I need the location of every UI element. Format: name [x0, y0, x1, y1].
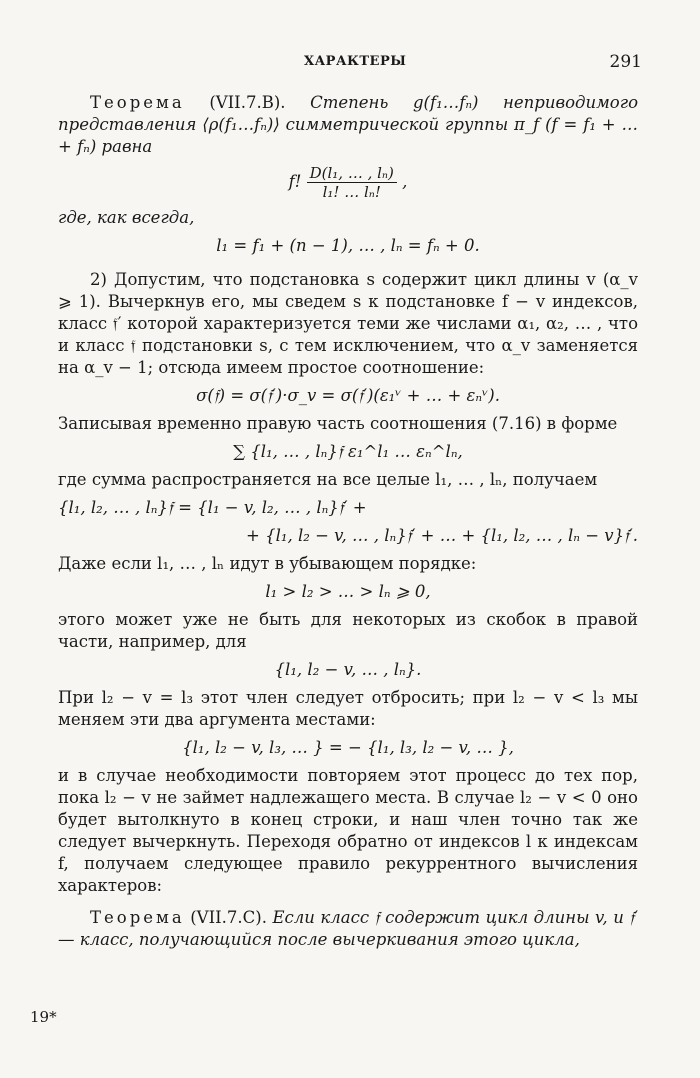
text-even: Даже если l₁, … , lₙ идут в убывающем порядке:	[58, 554, 477, 573]
theorem-c-number: (VII.7.C).	[190, 908, 267, 927]
sum-formula: ∑ {l₁, … , lₙ}𝔣 ε₁^l₁ … εₙ^lₙ,	[233, 442, 463, 461]
theorem-c	[58, 907, 638, 951]
text-repeat: и в случае необходимости повторяем этот процесс до тех пор, пока l₂ − v не займет надлежащего места. В случае l₂ − v < 0 оно будет вытолкнуто в конец строки, и наш член точно так же следует вычеркнуть. Переходя обратно от индексов l к индексам f, получаем следующее правило рекуррентного вычисления характеров:	[58, 766, 638, 895]
degree-fraction-denominator: l₁! … lₙ!	[322, 183, 381, 201]
degree-formula-prefix: f!	[288, 172, 302, 191]
signature-mark: 19*	[30, 1008, 57, 1026]
degree-fraction	[307, 164, 397, 201]
running-head: ХАРАКТЕРЫ	[304, 54, 407, 69]
degree-fraction-numerator: D(l₁, … , lₙ)	[307, 164, 397, 183]
theorem-c-label: Теорема	[90, 908, 185, 927]
degree-formula	[58, 164, 638, 201]
theorem-b-statement: Степень g(f₁…fₙ) неприводимого представления ⟨ρ(f₁…fₙ)⟩ симметрической группы π_f (f = f₁ + … + fₙ) равна	[58, 93, 638, 156]
page-header	[58, 52, 642, 76]
degree-formula-suffix: ,	[402, 172, 408, 191]
sigma-formula: σ(𝔣) = σ(𝔣′)·σ_v = σ(𝔣′)(ε₁ᵛ + … + εₙᵛ).	[196, 386, 500, 405]
theorem-b-number: (VII.7.B).	[209, 93, 286, 112]
where-text: где, как всегда,	[58, 208, 195, 227]
swap-formula: {l₁, l₂ − v, l₃, … } = − {l₁, l₃, l₂ − v, … },	[182, 738, 514, 757]
recurrence-formula-line-1: {l₁, l₂, … , lₙ}𝔣 = {l₁ − v, l₂, … , lₙ}𝔣′ +	[58, 498, 367, 517]
theorem-b-label: Теорема	[90, 93, 185, 112]
text-sum: где сумма распространяется на все целые l₁, … , lₙ, получаем	[58, 470, 598, 489]
theorem-b	[58, 92, 638, 158]
body-text	[58, 92, 638, 951]
bracket-formula: {l₁, l₂ − v, … , lₙ}.	[274, 660, 422, 679]
recurrence-formula-line-2: + {l₁, l₂ − v, … , lₙ}𝔣′ + … + {l₁, l₂, … , lₙ − v}𝔣′.	[246, 526, 638, 545]
text-write: Записывая временно правую часть соотношения (7.16) в форме	[58, 414, 618, 433]
page-number: 291	[609, 52, 642, 72]
where-formula: l₁ = f₁ + (n − 1), … , lₙ = fₙ + 0.	[216, 236, 480, 255]
order-formula: l₁ > l₂ > … > lₙ ⩾ 0,	[265, 582, 431, 601]
text-brackets: этого может уже не быть для некоторых из скобок в правой части, например, для	[58, 610, 638, 651]
text-when: При l₂ − v = l₃ этот член следует отбросить; при l₂ − v < l₃ мы меняем эти два аргумента местами:	[58, 688, 638, 729]
paragraph-2: 2) Допустим, что подстановка s содержит цикл длины v (α_v ⩾ 1). Вычеркнув его, мы сведем s к подстановке f − v индексов, класс 𝔣′ которой характеризуется теми же числами α₁, α₂, … , что и класс 𝔣 подстановки s, с тем исключением, что α_v заменяется на α_v − 1; отсюда имеем простое соотношение:	[58, 270, 638, 377]
theorem-c-statement: Если класс 𝔣 содержит цикл длины v, и 𝔣′ — класс, получающийся после вычеркивания этого цикла,	[58, 908, 639, 949]
